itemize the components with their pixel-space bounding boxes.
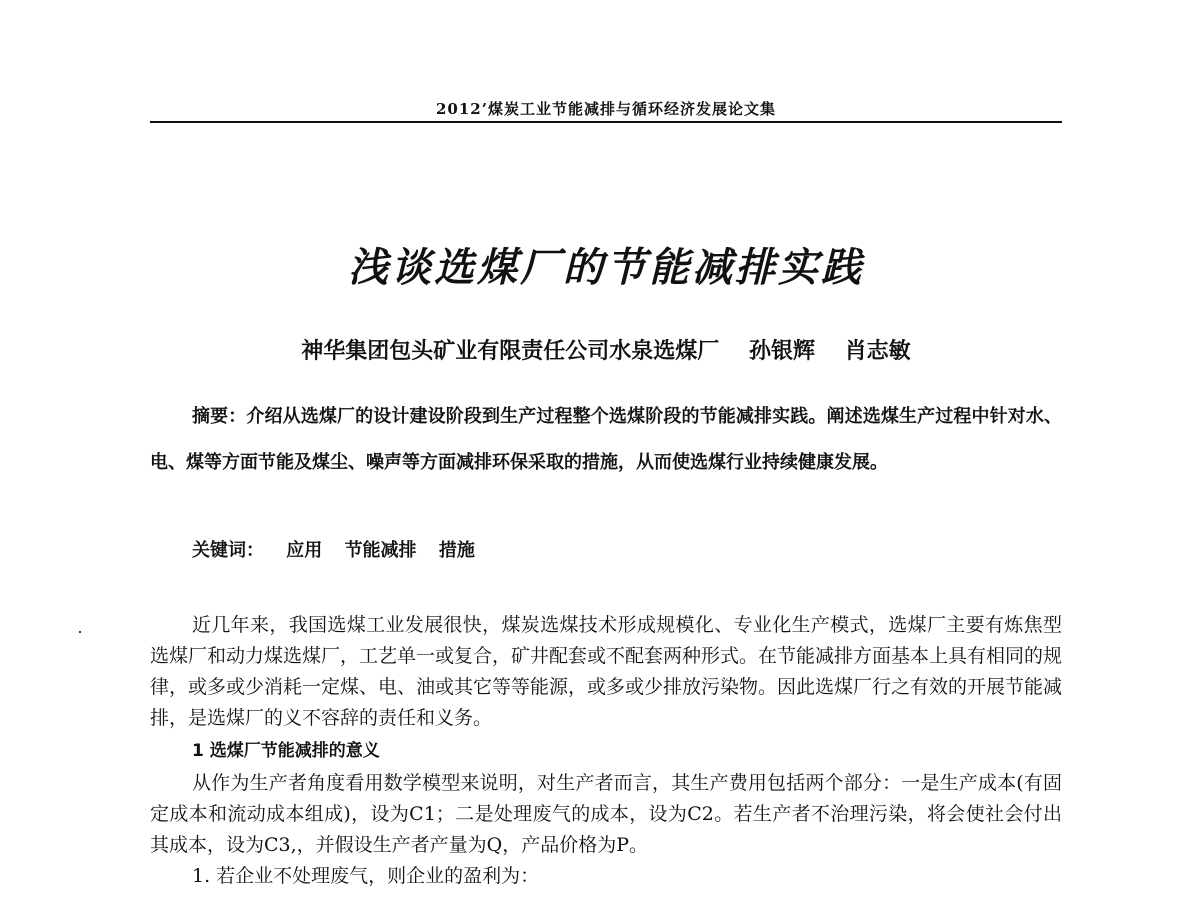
affiliation: 神华集团包头矿业有限责任公司水泉选煤厂	[301, 339, 720, 364]
section-heading: 1 选煤厂节能减排的意义	[192, 741, 380, 761]
keywords	[192, 536, 1062, 562]
keyword: 应用	[286, 540, 323, 561]
running-header: 2012’煤炭工业节能减排与循环经济发展论文集	[436, 100, 776, 118]
list-item: 1. 若企业不处理废气，则企业的盈利为：	[192, 865, 540, 887]
section-paragraph: 从作为生产者角度看用数学模型来说明，对生产者而言，其生产费用包括两个部分：一是生产成本(有固定成本和流动成本组成)，设为C1；二是处理废气的成本，设为C2。若生产者不治理污染，将会使社会付出其成本，设为C3,，并假设生产者产量为Q，产品价格为P。	[150, 772, 1062, 856]
body-text	[150, 610, 1062, 892]
keyword: 节能减排	[344, 540, 417, 561]
author-name: 孙银辉	[748, 339, 815, 364]
paper-title: 浅谈选煤厂的节能减排实践	[348, 245, 864, 291]
keyword: 措施	[438, 540, 475, 561]
keywords-label: 关键词：	[192, 540, 264, 561]
abstract: 摘要：介绍从选煤厂的设计建设阶段到生产过程整个选煤阶段的节能减排实践。阐述选煤生产过程中针对水、电、煤等方面节能及煤尘、噪声等方面减排环保采取的措施，从而使选煤行业持续健康发展。	[150, 406, 1062, 473]
byline	[150, 334, 1062, 365]
header-rule	[150, 121, 1062, 123]
scan-speck	[79, 631, 81, 633]
intro-paragraph: 近几年来，我国选煤工业发展很快，煤炭选煤技术形成规模化、专业化生产模式，选煤厂主要有炼焦型选煤厂和动力煤选煤厂，工艺单一或复合，矿井配套或不配套两种形式。在节能减排方面基本上具有相同的规律，或多或少消耗一定煤、电、油或其它等等能源，或多或少排放污染物。因此选煤厂行之有效的开展节能减排，是选煤厂的义不容辞的责任和义务。	[150, 614, 1063, 729]
author-name: 肖志敏	[844, 339, 911, 364]
